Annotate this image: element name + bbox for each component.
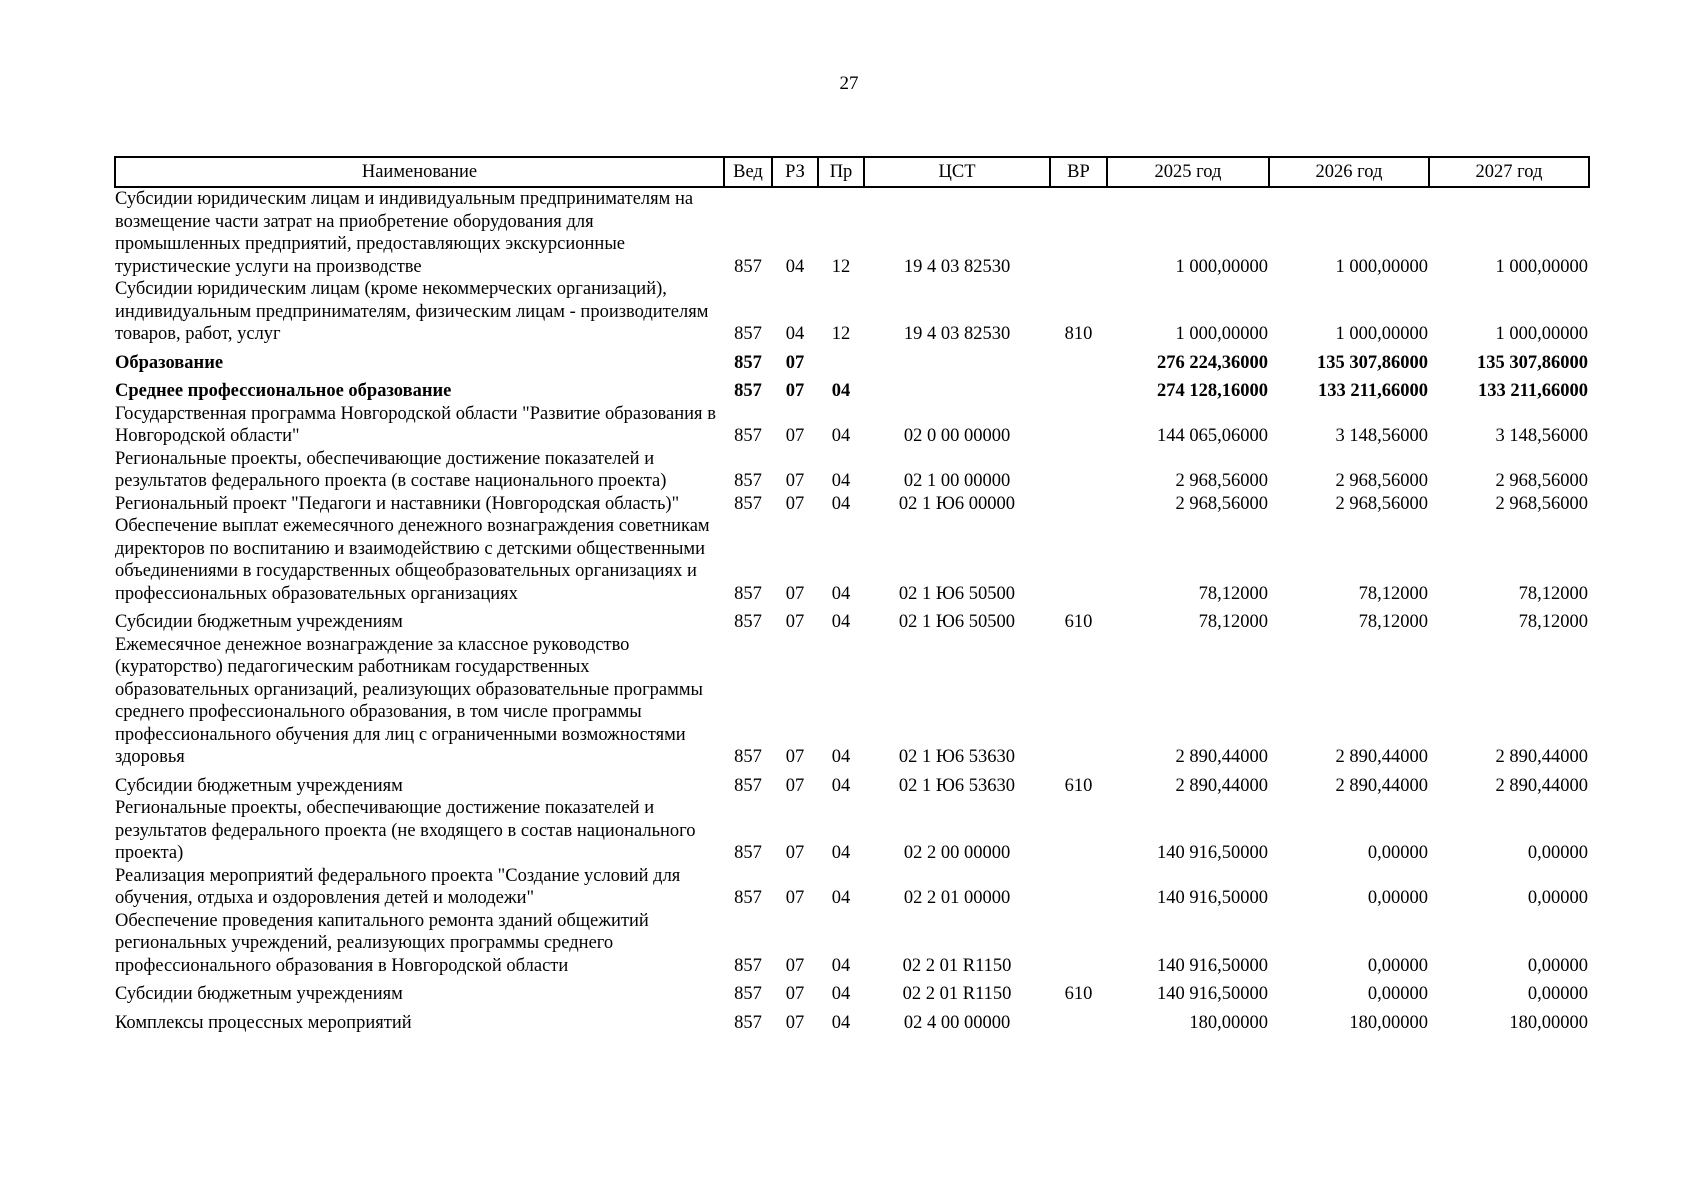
row-name: Комплексы процессных мероприятий [115,1012,412,1033]
row-amount-2026: 135 307,86000 [1317,352,1428,373]
row-name: Субсидии бюджетным учреждениям [115,612,403,632]
row-amount-2025: 78,12000 [1198,583,1268,604]
header-vr: ВР [1050,157,1107,187]
row-rz: 07 [785,1012,805,1033]
row-ved: 857 [734,1012,762,1033]
row-amount-2027: 0,00000 [1527,888,1588,908]
row-cst: 02 1 00 00000 [903,471,1011,491]
row-amount-2027: 78,12000 [1518,583,1588,604]
row-rz: 07 [785,426,805,446]
row-vr [1050,910,1107,978]
row-amount-2027: 1 000,00000 [1495,324,1588,344]
row-pr: 12 [831,324,851,344]
row-pr: 04 [831,583,851,604]
row-vr: 610 [1064,775,1093,796]
row-amount-2026: 3 148,56000 [1335,426,1428,446]
row-amount-2026: 1 000,00000 [1335,256,1428,277]
row-pr: 04 [831,471,851,491]
row-ved: 857 [734,843,762,863]
row-pr [818,346,864,375]
row-name: Субсидии бюджетным учреждениям [115,984,403,1004]
row-amount-2027: 2 968,56000 [1495,493,1588,514]
row-ved: 857 [734,493,762,514]
table-row [115,187,1589,278]
row-amount-2025: 140 916,50000 [1157,888,1268,908]
row-vr [1050,403,1107,448]
row-amount-2026: 133 211,66000 [1318,381,1428,401]
row-amount-2025: 276 224,36000 [1157,352,1268,373]
row-amount-2026: 78,12000 [1358,612,1428,632]
row-amount-2027: 78,12000 [1518,612,1588,632]
table-body [115,187,1589,1034]
row-amount-2025: 140 916,50000 [1157,843,1268,863]
row-amount-2027: 2 968,56000 [1495,471,1588,491]
row-cst: 02 2 01 00000 [903,888,1011,908]
header-rz: РЗ [772,157,818,187]
row-pr: 04 [831,493,851,514]
row-ved: 857 [734,888,762,908]
row-cst: 02 0 00 00000 [903,426,1011,446]
row-amount-2025: 140 916,50000 [1157,955,1268,976]
row-rz: 04 [785,256,805,277]
row-amount-2025: 2 968,56000 [1175,471,1268,491]
row-pr: 04 [831,955,851,976]
row-pr: 04 [831,984,851,1004]
table-row [115,1006,1589,1035]
header-cst: ЦСТ [864,157,1050,187]
row-amount-2026: 0,00000 [1367,984,1428,1004]
table-row [115,374,1589,403]
table-row [115,977,1589,1006]
row-amount-2025: 1 000,00000 [1175,256,1268,277]
table-row [115,797,1589,865]
row-amount-2027: 1 000,00000 [1495,256,1588,277]
row-pr: 04 [831,843,851,863]
row-name: Ежемесячное денежное вознаграждение за классное руководство (кураторство) педагогическим работникам государственных образовательных организаций, реализующих образовательные программы среднего профессионального образования, в том числе программы профессионального обучения для лиц с ограниченными возможностями здоровья [115,634,703,767]
row-vr [1050,865,1107,910]
row-name: Субсидии бюджетным учреждениям [115,775,403,796]
row-cst: 02 1 Ю6 53630 [898,775,1016,796]
row-ved: 857 [734,324,762,344]
row-amount-2025: 144 065,06000 [1157,426,1268,446]
row-rz: 07 [785,493,805,514]
row-cst: 02 1 Ю6 50500 [898,583,1016,604]
row-rz: 07 [785,352,805,373]
table-row [115,634,1589,769]
row-ved: 857 [734,747,762,767]
row-ved: 857 [734,426,762,446]
row-amount-2027: 180,00000 [1509,1012,1588,1033]
table-row [115,910,1589,978]
table-row [115,346,1589,375]
row-rz: 04 [785,324,805,344]
header-name: Наименование [115,157,724,187]
row-name: Региональные проекты, обеспечивающие достижение показателей и результатов федерального проекта (не входящего в состав национального проекта) [115,798,696,863]
row-amount-2027: 0,00000 [1527,955,1588,976]
row-ved: 857 [734,612,762,632]
row-amount-2025: 180,00000 [1189,1012,1268,1033]
row-name: Государственная программа Новгородской области "Развитие образования в Новгородской области" [115,403,716,446]
row-amount-2027: 2 890,44000 [1495,775,1588,796]
row-rz: 07 [785,888,805,908]
row-rz: 07 [785,471,805,491]
header-2026: 2026 год [1269,157,1429,187]
row-cst: 02 4 00 00000 [903,1012,1011,1033]
row-amount-2027: 2 890,44000 [1495,747,1588,767]
row-name: Обеспечение выплат ежемесячного денежного вознаграждения советникам директоров по воспитанию и взаимодействию с детскими общественными объединениями в государственных общеобразовательных организациях и профессиональных образовательных организациях [115,516,710,604]
row-amount-2026: 0,00000 [1367,888,1428,908]
row-pr: 04 [831,381,851,401]
row-vr [1050,346,1107,375]
row-amount-2027: 0,00000 [1527,843,1588,863]
row-cst: 02 2 01 R1150 [902,984,1012,1004]
row-amount-2027: 3 148,56000 [1495,426,1588,446]
row-ved: 857 [734,583,762,604]
row-vr [1050,448,1107,493]
table-row [115,865,1589,910]
row-vr [1050,493,1107,516]
row-vr [1050,797,1107,865]
row-vr: 810 [1064,324,1093,344]
row-cst: 02 2 01 R1150 [902,955,1012,976]
page-number: 27 [839,73,859,94]
row-amount-2025: 2 968,56000 [1175,493,1268,514]
row-cst: 02 1 Ю6 50500 [898,612,1016,632]
row-ved: 857 [734,256,762,277]
table-row [115,493,1589,516]
row-amount-2026: 2 968,56000 [1335,471,1428,491]
row-ved: 857 [734,984,762,1004]
row-cst [864,346,1050,375]
row-rz: 07 [785,612,805,632]
row-cst: 02 2 00 00000 [903,843,1011,863]
row-name: Региональные проекты, обеспечивающие достижение показателей и результатов федерального проекта (в составе национального проекта) [115,448,667,491]
row-ved: 857 [734,955,762,976]
row-amount-2025: 2 890,44000 [1175,775,1268,796]
row-rz: 07 [785,984,805,1004]
row-pr: 04 [831,1012,851,1033]
header-2025: 2025 год [1107,157,1269,187]
row-name: Образование [115,352,224,373]
row-vr: 610 [1064,612,1093,632]
row-rz: 07 [785,747,805,767]
row-amount-2025: 1 000,00000 [1175,324,1268,344]
row-name: Среднее профессиональное образование [115,381,452,401]
row-name: Реализация мероприятий федерального проекта "Создание условий для обучения, отдыха и оздоровления детей и молодежи" [115,865,681,908]
row-amount-2026: 2 890,44000 [1335,775,1428,796]
row-cst [864,374,1050,403]
table-row [115,403,1589,448]
budget-table [114,156,1590,1034]
row-name: Обеспечение проведения капитального ремонта зданий общежитий региональных учреждений, реализующих программы среднего профессионального образования в Новгородской области [115,910,649,976]
row-vr [1050,1006,1107,1035]
row-amount-2025: 274 128,16000 [1157,381,1268,401]
table-row [115,515,1589,605]
row-rz: 07 [785,775,805,796]
row-rz: 07 [785,583,805,604]
row-amount-2027: 133 211,66000 [1478,381,1588,401]
row-ved: 857 [734,471,762,491]
table-row [115,278,1589,346]
row-amount-2025: 2 890,44000 [1175,747,1268,767]
table-row [115,605,1589,634]
row-rz: 07 [785,381,805,401]
row-pr: 04 [831,747,851,767]
row-pr: 12 [831,256,851,277]
header-ved: Вед [724,157,772,187]
row-cst: 19 4 03 82530 [903,256,1011,277]
row-amount-2025: 140 916,50000 [1157,984,1268,1004]
row-amount-2027: 135 307,86000 [1477,352,1588,373]
row-pr: 04 [831,426,851,446]
row-amount-2026: 1 000,00000 [1335,324,1428,344]
row-ved: 857 [734,775,762,796]
table-row [115,448,1589,493]
row-cst: 02 1 Ю6 00000 [898,493,1016,514]
header-pr: Пр [818,157,864,187]
row-amount-2026: 0,00000 [1367,955,1428,976]
row-amount-2026: 2 968,56000 [1335,493,1428,514]
row-pr: 04 [831,612,851,632]
row-amount-2027: 0,00000 [1527,984,1588,1004]
row-amount-2025: 78,12000 [1198,612,1268,632]
row-vr [1050,187,1107,278]
row-name: Субсидии юридическим лицам (кроме некоммерческих организаций), индивидуальным предпринимателям, физическим лицам - производителям товаров, работ, услуг [115,279,709,344]
row-ved: 857 [734,352,762,373]
row-name: Региональный проект "Педагоги и наставники (Новгородская область)" [115,493,680,514]
row-vr [1050,515,1107,605]
row-amount-2026: 0,00000 [1367,843,1428,863]
row-vr [1050,634,1107,769]
row-amount-2026: 2 890,44000 [1335,747,1428,767]
row-ved: 857 [734,381,762,401]
row-cst: 02 1 Ю6 53630 [898,747,1016,767]
row-pr: 04 [831,888,851,908]
row-vr [1050,374,1107,403]
row-rz: 07 [785,955,805,976]
row-amount-2026: 180,00000 [1349,1012,1428,1033]
row-vr: 610 [1064,984,1093,1004]
row-rz: 07 [785,843,805,863]
row-amount-2026: 78,12000 [1358,583,1428,604]
row-name: Субсидии юридическим лицам и индивидуальным предпринимателям на возмещение части затрат на приобретение оборудования для промышленных предприятий, предоставляющих экскурсионные туристические услуги на производстве [115,189,694,277]
header-2027: 2027 год [1429,157,1589,187]
table-header-row [115,157,1589,187]
row-cst: 19 4 03 82530 [903,324,1011,344]
row-pr: 04 [831,775,851,796]
table-row [115,769,1589,798]
